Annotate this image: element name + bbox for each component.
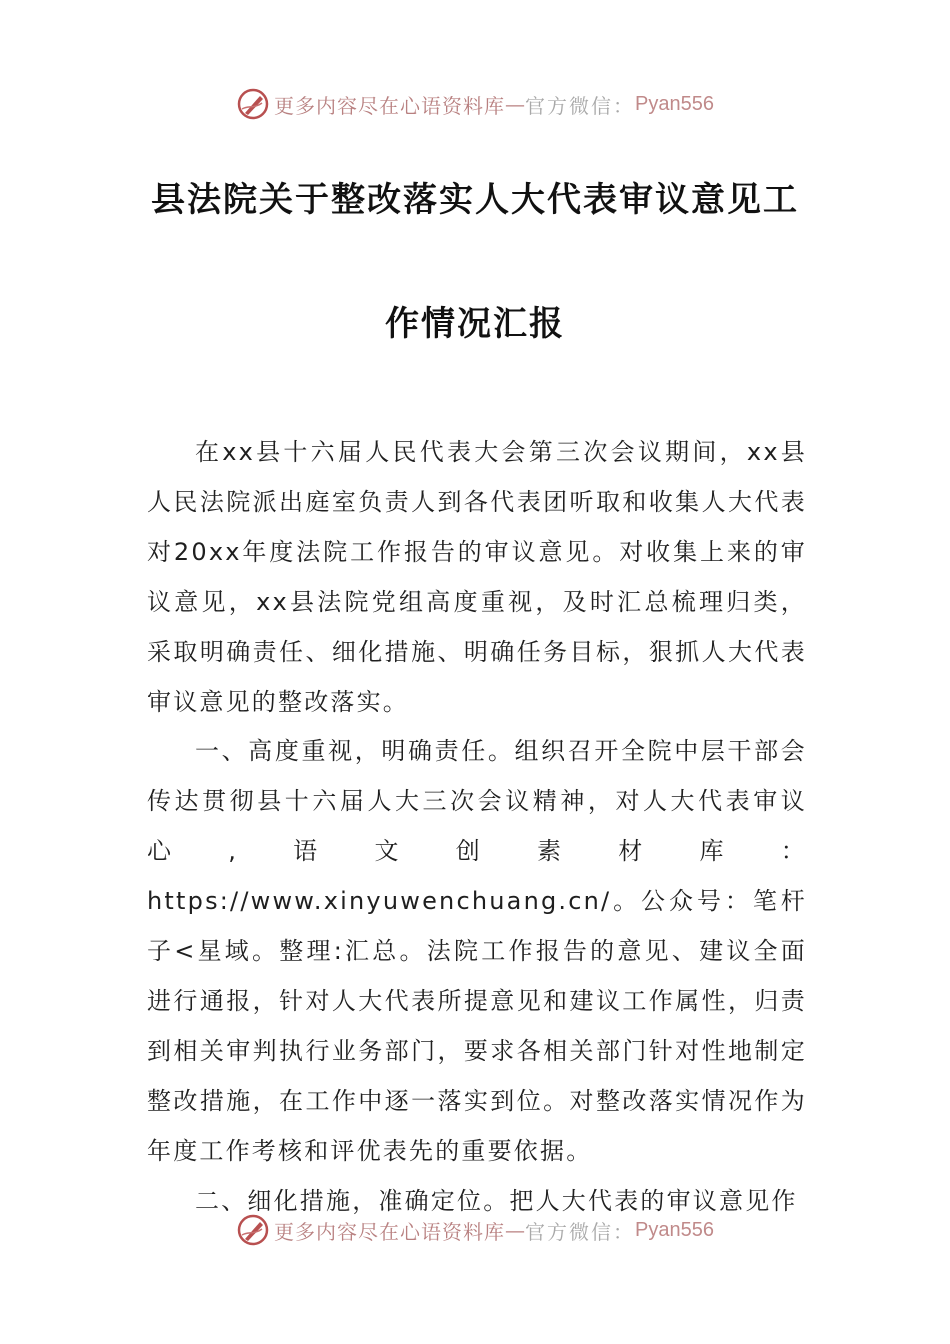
watermark-wechat-label: 官方微信： (525, 93, 636, 118)
watermark-wechat-id: Pyan556 (635, 1218, 714, 1241)
watermark-text: 更多内容尽在心语资料库 (274, 93, 506, 118)
watermark-text: 更多内容尽在心语资料库 (274, 1219, 506, 1244)
document-body (147, 428, 807, 1227)
pen-logo-icon (236, 87, 270, 121)
document-title-line-1: 县法院关于整改落实人大代表审议意见工 (151, 180, 799, 220)
watermark-dash: — (505, 1218, 526, 1242)
pen-logo-icon (236, 1213, 270, 1247)
watermark-wechat-label: 官方微信： (525, 1219, 636, 1244)
watermark-wechat-id: Pyan556 (635, 92, 714, 115)
watermark-dash: — (505, 92, 526, 116)
body-paragraph-section-2: 二、细化措施，准确定位。把人大代表的审议意见作 (195, 1186, 798, 1215)
document-title-line-2: 作情况汇报 (385, 304, 565, 344)
body-paragraph-intro: 在xx县十六届人民代表大会第三次会议期间，xx县人民法院派出庭室负责人到各代表团听取和收集人大代表对20xx年度法院工作报告的审议意见。对收集上来的审议意见，xx县法院党组高度重视，及时汇总梳理归类，采取明确责任、细化措施、明确任务目标，狠抓人大代表审议意见的整改落实。 (147, 438, 807, 716)
watermark-banner-bottom (0, 1210, 950, 1250)
watermark-banner-top (0, 84, 950, 124)
body-paragraph-section-1: 一、高度重视，明确责任。组织召开全院中层干部会传达贯彻县十六届人大三次会议精神，对人大代表审议心,语文创素材库：https://www.xinyuwenchuang.cn/。公众号：笔杆子<星域。整理:汇总。法院工作报告的意见、建议全面进行通报，针对人大代表所提意见和建议工作属性，归责到相关审判执行业务部门，要求各相关部门针对性地制定整改措施，在工作中逐一落实到位。对整改落实情况作为年度工作考核和评优表先的重要依据。 (147, 737, 807, 1165)
